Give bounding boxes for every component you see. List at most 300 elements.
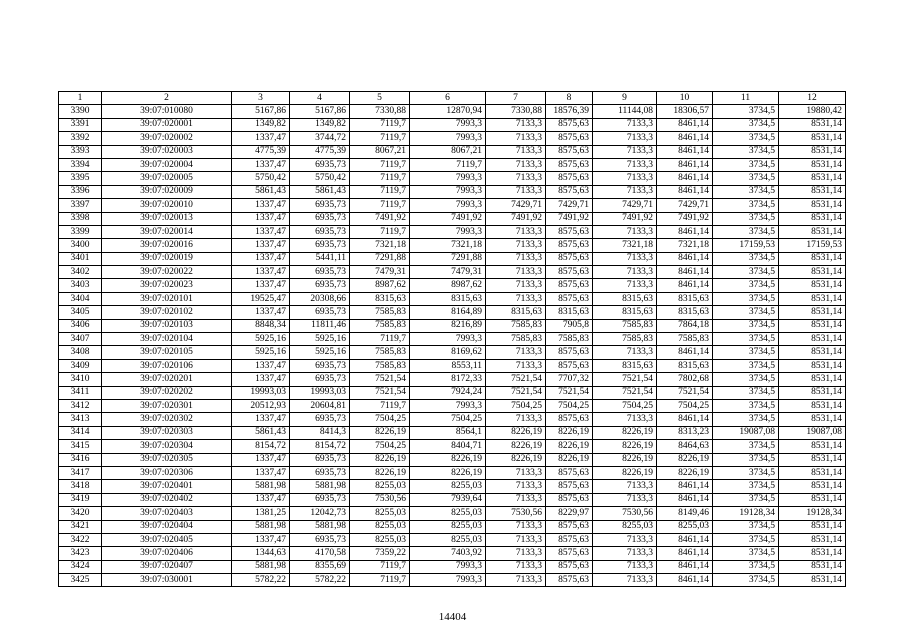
table-cell: 3422 [59, 533, 102, 546]
table-cell: 19993,03 [232, 386, 290, 399]
table-cell: 8255,03 [350, 520, 410, 533]
table-cell: 5881,98 [232, 560, 290, 573]
table-cell: 7993,3 [410, 225, 486, 238]
table-cell: 3400 [59, 239, 102, 252]
table-row [59, 413, 846, 426]
table-cell: 18306,57 [657, 105, 713, 118]
table-cell: 3420 [59, 507, 102, 520]
table-cell: 17159,53 [713, 239, 779, 252]
table-row [59, 252, 846, 265]
table-row [59, 533, 846, 546]
table-cell: 11144,08 [593, 105, 657, 118]
table-cell: 8226,19 [593, 466, 657, 479]
table-cell: 3734,5 [713, 306, 779, 319]
table-cell: 5925,16 [232, 346, 290, 359]
column-header: 1 [59, 92, 102, 105]
table-cell: 8531,14 [779, 574, 846, 587]
table-cell: 3403 [59, 279, 102, 292]
table-cell: 8531,14 [779, 185, 846, 198]
table-cell: 7133,3 [486, 359, 546, 372]
table-cell: 5782,22 [290, 574, 350, 587]
table-cell: 8461,14 [657, 185, 713, 198]
column-header: 8 [546, 92, 593, 105]
table-cell: 7133,3 [593, 172, 657, 185]
table-cell: 8531,14 [779, 440, 846, 453]
page-number: 14404 [438, 611, 467, 623]
column-header: 10 [657, 92, 713, 105]
table-cell: 3734,5 [713, 560, 779, 573]
table-cell: 8531,14 [779, 466, 846, 479]
table-cell: 3734,5 [713, 386, 779, 399]
table-cell: 8067,21 [410, 145, 486, 158]
table-cell: 7119,7 [350, 574, 410, 587]
table-cell: 7133,3 [486, 466, 546, 479]
table-cell: 3744,72 [290, 132, 350, 145]
table-cell: 3734,5 [713, 453, 779, 466]
table-cell: 8404,71 [410, 440, 486, 453]
table-cell: 7993,3 [410, 333, 486, 346]
table-cell: 7504,25 [657, 399, 713, 412]
table-cell: 7119,7 [350, 132, 410, 145]
table-row [59, 333, 846, 346]
table-cell: 7321,18 [657, 239, 713, 252]
table-cell: 7802,68 [657, 373, 713, 386]
table-cell: 7585,83 [593, 319, 657, 332]
table-cell: 39:07:020404 [102, 520, 232, 533]
table-cell: 7133,3 [593, 279, 657, 292]
table-cell: 8531,14 [779, 279, 846, 292]
table-cell: 8987,62 [410, 279, 486, 292]
table-cell: 39:07:020022 [102, 266, 232, 279]
table-cell: 7707,32 [546, 373, 593, 386]
table-cell: 3392 [59, 132, 102, 145]
table-cell: 8216,89 [410, 319, 486, 332]
table-cell: 8315,63 [410, 292, 486, 305]
table-cell: 8848,34 [232, 319, 290, 332]
table-cell: 7403,92 [410, 547, 486, 560]
table-cell: 7521,54 [593, 373, 657, 386]
table-cell: 3734,5 [713, 399, 779, 412]
table-cell: 8531,14 [779, 145, 846, 158]
table-cell: 3734,5 [713, 333, 779, 346]
table-cell: 1381,25 [232, 507, 290, 520]
table-cell: 8461,14 [657, 547, 713, 560]
table-cell: 8255,03 [410, 533, 486, 546]
table-cell: 7429,71 [657, 199, 713, 212]
table-cell: 8531,14 [779, 118, 846, 131]
table-cell: 8226,19 [546, 426, 593, 439]
table-cell: 6935,73 [290, 199, 350, 212]
table-cell: 7133,3 [486, 266, 546, 279]
table-cell: 7119,7 [350, 172, 410, 185]
table-cell: 7133,3 [486, 480, 546, 493]
table-cell: 39:07:020202 [102, 386, 232, 399]
table-row [59, 172, 846, 185]
table-cell: 7429,71 [486, 199, 546, 212]
table-cell: 7479,31 [410, 266, 486, 279]
table-cell: 7321,18 [593, 239, 657, 252]
table-cell: 8575,63 [546, 185, 593, 198]
table-cell: 39:07:020401 [102, 480, 232, 493]
column-header: 5 [350, 92, 410, 105]
table-cell: 8067,21 [350, 145, 410, 158]
table-cell: 7119,7 [410, 158, 486, 171]
table-cell: 18576,39 [546, 105, 593, 118]
table-cell: 8531,14 [779, 346, 846, 359]
table-cell: 1337,47 [232, 252, 290, 265]
table-row [59, 386, 846, 399]
table-cell: 39:07:020402 [102, 493, 232, 506]
table-cell: 7504,25 [350, 413, 410, 426]
table-cell: 3734,5 [713, 466, 779, 479]
table-cell: 3734,5 [713, 480, 779, 493]
table-cell: 7133,3 [593, 413, 657, 426]
table-cell: 8575,63 [546, 145, 593, 158]
table-cell: 39:07:020010 [102, 199, 232, 212]
table-cell: 8154,72 [290, 440, 350, 453]
table-cell: 7133,3 [486, 239, 546, 252]
table-cell: 7359,22 [350, 547, 410, 560]
table-cell: 7119,7 [350, 399, 410, 412]
table-cell: 3393 [59, 145, 102, 158]
table-cell: 7133,3 [486, 413, 546, 426]
table-row [59, 185, 846, 198]
table-cell: 6935,73 [290, 533, 350, 546]
table-cell: 8461,14 [657, 574, 713, 587]
table-cell: 5167,86 [232, 105, 290, 118]
table-row [59, 292, 846, 305]
table-cell: 7119,7 [350, 158, 410, 171]
table-cell: 6935,73 [290, 239, 350, 252]
table-cell: 5861,43 [232, 185, 290, 198]
table-cell: 39:07:020009 [102, 185, 232, 198]
table-cell: 3410 [59, 373, 102, 386]
table-cell: 5861,43 [232, 426, 290, 439]
table-cell: 1349,82 [290, 118, 350, 131]
data-table [58, 91, 846, 587]
table-cell: 3406 [59, 319, 102, 332]
table-cell: 3734,5 [713, 158, 779, 171]
table-cell: 39:07:010080 [102, 105, 232, 118]
table-cell: 8531,14 [779, 560, 846, 573]
table-cell: 8531,14 [779, 306, 846, 319]
table-cell: 39:07:020104 [102, 333, 232, 346]
table-row [59, 547, 846, 560]
table-cell: 7905,8 [546, 319, 593, 332]
table-cell: 8315,63 [546, 306, 593, 319]
table-cell: 7133,3 [593, 560, 657, 573]
table-row [59, 493, 846, 506]
table-cell: 3734,5 [713, 440, 779, 453]
table-row [59, 239, 846, 252]
table-cell: 1344,63 [232, 547, 290, 560]
table-cell: 7521,54 [657, 386, 713, 399]
table-row [59, 453, 846, 466]
table-cell: 7133,3 [593, 225, 657, 238]
table-cell: 3401 [59, 252, 102, 265]
table-cell: 8226,19 [350, 466, 410, 479]
table-cell: 5441,11 [290, 252, 350, 265]
table-cell: 8313,23 [657, 426, 713, 439]
table-cell: 39:07:020101 [102, 292, 232, 305]
table-cell: 7133,3 [593, 547, 657, 560]
table-cell: 1337,47 [232, 279, 290, 292]
table-cell: 6935,73 [290, 306, 350, 319]
table-cell: 7491,92 [486, 212, 546, 225]
table-cell: 8461,14 [657, 225, 713, 238]
table-cell: 8315,63 [593, 359, 657, 372]
table-cell: 7133,3 [593, 493, 657, 506]
table-row [59, 359, 846, 372]
table-cell: 5925,16 [290, 346, 350, 359]
table-cell: 19880,42 [779, 105, 846, 118]
table-cell: 7133,3 [486, 279, 546, 292]
table-cell: 7133,3 [593, 132, 657, 145]
table-cell: 8531,14 [779, 373, 846, 386]
table-cell: 7993,3 [410, 172, 486, 185]
table-cell: 7491,92 [546, 212, 593, 225]
table-cell: 8531,14 [779, 319, 846, 332]
table-cell: 8564,1 [410, 426, 486, 439]
table-cell: 7530,56 [486, 507, 546, 520]
table-row [59, 199, 846, 212]
table-cell: 20308,66 [290, 292, 350, 305]
table-cell: 1337,47 [232, 533, 290, 546]
table-cell: 19087,08 [779, 426, 846, 439]
table-cell: 1337,47 [232, 212, 290, 225]
table-cell: 8255,03 [410, 507, 486, 520]
table-cell: 8226,19 [546, 440, 593, 453]
table-cell: 7585,83 [657, 333, 713, 346]
table-cell: 39:07:020019 [102, 252, 232, 265]
table-cell: 3734,5 [713, 225, 779, 238]
table-cell: 3390 [59, 105, 102, 118]
table-cell: 1337,47 [232, 466, 290, 479]
column-header: 2 [102, 92, 232, 105]
table-cell: 8575,63 [546, 520, 593, 533]
table-cell: 3734,5 [713, 212, 779, 225]
table-cell: 8575,63 [546, 493, 593, 506]
table-cell: 3395 [59, 172, 102, 185]
table-cell: 39:07:030001 [102, 574, 232, 587]
table-cell: 7133,3 [486, 533, 546, 546]
table-cell: 39:07:020302 [102, 413, 232, 426]
table-cell: 3405 [59, 306, 102, 319]
table-cell: 7939,64 [410, 493, 486, 506]
table-cell: 7491,92 [593, 212, 657, 225]
table-cell: 7321,18 [410, 239, 486, 252]
table-cell: 3734,5 [713, 346, 779, 359]
table-cell: 7993,3 [410, 185, 486, 198]
table-cell: 7585,83 [350, 319, 410, 332]
table-cell: 20512,93 [232, 399, 290, 412]
table-cell: 8531,14 [779, 292, 846, 305]
table-cell: 7530,56 [350, 493, 410, 506]
table-cell: 3734,5 [713, 292, 779, 305]
table-cell: 7521,54 [350, 386, 410, 399]
table-row [59, 480, 846, 493]
table-cell: 3734,5 [713, 252, 779, 265]
table-row [59, 225, 846, 238]
table-cell: 3734,5 [713, 132, 779, 145]
table-cell: 8531,14 [779, 199, 846, 212]
table-cell: 8226,19 [410, 453, 486, 466]
table-cell: 7491,92 [657, 212, 713, 225]
table-cell: 8461,14 [657, 145, 713, 158]
table-cell: 39:07:020403 [102, 507, 232, 520]
table-row [59, 105, 846, 118]
table-cell: 8315,63 [657, 292, 713, 305]
table-cell: 6935,73 [290, 158, 350, 171]
table-cell: 3423 [59, 547, 102, 560]
table-cell: 1337,47 [232, 132, 290, 145]
table-cell: 7119,7 [350, 199, 410, 212]
table-cell: 6935,73 [290, 212, 350, 225]
table-cell: 39:07:020005 [102, 172, 232, 185]
table-cell: 8315,63 [657, 306, 713, 319]
table-cell: 7119,7 [350, 185, 410, 198]
table-cell: 7133,3 [486, 225, 546, 238]
table-cell: 3408 [59, 346, 102, 359]
table-cell: 7133,3 [486, 574, 546, 587]
table-cell: 19993,03 [290, 386, 350, 399]
table-cell: 7133,3 [486, 172, 546, 185]
table-cell: 8575,63 [546, 413, 593, 426]
table-cell: 39:07:020001 [102, 118, 232, 131]
table-cell: 6935,73 [290, 359, 350, 372]
table-cell: 20604,81 [290, 399, 350, 412]
table-cell: 7585,83 [350, 346, 410, 359]
table-cell: 1337,47 [232, 493, 290, 506]
table-cell: 8531,14 [779, 225, 846, 238]
table-cell: 3734,5 [713, 413, 779, 426]
table-cell: 8531,14 [779, 359, 846, 372]
table-cell: 7585,83 [350, 359, 410, 372]
table-cell: 12042,73 [290, 507, 350, 520]
table-header-row [59, 92, 846, 105]
table-cell: 7133,3 [486, 520, 546, 533]
table-cell: 3394 [59, 158, 102, 171]
table-cell: 3398 [59, 212, 102, 225]
table-cell: 39:07:020002 [102, 132, 232, 145]
table-cell: 8461,14 [657, 252, 713, 265]
table-cell: 7491,92 [410, 212, 486, 225]
table-cell: 6935,73 [290, 466, 350, 479]
table-cell: 3409 [59, 359, 102, 372]
table-cell: 8315,63 [350, 292, 410, 305]
table-cell: 7504,25 [486, 399, 546, 412]
table-cell: 8531,14 [779, 413, 846, 426]
table-cell: 3734,5 [713, 279, 779, 292]
table-cell: 4775,39 [232, 145, 290, 158]
table-cell: 8255,03 [410, 520, 486, 533]
table-cell: 7119,7 [350, 225, 410, 238]
table-cell: 8575,63 [546, 172, 593, 185]
table-cell: 5881,98 [290, 520, 350, 533]
table-cell: 39:07:020102 [102, 306, 232, 319]
table-cell: 8575,63 [546, 225, 593, 238]
table-cell: 19128,34 [779, 507, 846, 520]
table-cell: 5167,86 [290, 105, 350, 118]
table-cell: 8553,11 [410, 359, 486, 372]
column-header: 6 [410, 92, 486, 105]
table-cell: 7133,3 [593, 118, 657, 131]
table-cell: 3412 [59, 399, 102, 412]
table-cell: 8531,14 [779, 252, 846, 265]
table-cell: 39:07:020405 [102, 533, 232, 546]
table-cell: 8531,14 [779, 399, 846, 412]
table-cell: 8575,63 [546, 292, 593, 305]
table-cell: 6935,73 [290, 266, 350, 279]
table-cell: 7133,3 [486, 493, 546, 506]
table-cell: 39:07:020106 [102, 359, 232, 372]
table-row [59, 319, 846, 332]
column-header: 11 [713, 92, 779, 105]
table-cell: 7585,83 [593, 333, 657, 346]
table-cell: 7330,88 [486, 105, 546, 118]
table-cell: 7133,3 [486, 145, 546, 158]
table-cell: 3734,5 [713, 319, 779, 332]
table-cell: 3425 [59, 574, 102, 587]
table-cell: 8461,14 [657, 158, 713, 171]
table-cell: 8226,19 [657, 453, 713, 466]
table-cell: 8461,14 [657, 279, 713, 292]
table-cell: 8226,19 [593, 453, 657, 466]
table-cell: 7119,7 [350, 560, 410, 573]
table-cell: 3402 [59, 266, 102, 279]
table-cell: 8226,19 [486, 440, 546, 453]
table-cell: 5750,42 [290, 172, 350, 185]
table-cell: 3734,5 [713, 172, 779, 185]
table-cell: 7133,3 [486, 118, 546, 131]
table-cell: 39:07:020303 [102, 426, 232, 439]
table-cell: 39:07:020103 [102, 319, 232, 332]
table-cell: 7530,56 [593, 507, 657, 520]
table-cell: 7133,3 [593, 574, 657, 587]
table-cell: 8461,14 [657, 118, 713, 131]
table-cell: 7504,25 [410, 413, 486, 426]
table-cell: 1337,47 [232, 225, 290, 238]
table-row [59, 279, 846, 292]
table-cell: 3413 [59, 413, 102, 426]
table-cell: 8575,63 [546, 252, 593, 265]
column-header: 4 [290, 92, 350, 105]
table-cell: 7133,3 [486, 158, 546, 171]
table-cell: 5861,43 [290, 185, 350, 198]
table-cell: 7864,18 [657, 319, 713, 332]
table-cell: 3421 [59, 520, 102, 533]
table-cell: 7119,7 [350, 118, 410, 131]
table-cell: 7993,3 [410, 560, 486, 573]
table-cell: 3399 [59, 225, 102, 238]
table-cell: 39:07:020407 [102, 560, 232, 573]
table-row [59, 158, 846, 171]
table-cell: 7585,83 [486, 333, 546, 346]
table-row [59, 118, 846, 131]
table-cell: 7429,71 [593, 199, 657, 212]
table-row [59, 507, 846, 520]
table-cell: 8164,89 [410, 306, 486, 319]
table-row [59, 145, 846, 158]
table-cell: 8575,63 [546, 574, 593, 587]
table-cell: 7924,24 [410, 386, 486, 399]
table-cell: 7993,3 [410, 399, 486, 412]
table-cell: 6935,73 [290, 453, 350, 466]
table-cell: 3734,5 [713, 547, 779, 560]
table-cell: 8226,19 [546, 453, 593, 466]
table-cell: 39:07:020406 [102, 547, 232, 560]
table-cell: 8255,03 [657, 520, 713, 533]
